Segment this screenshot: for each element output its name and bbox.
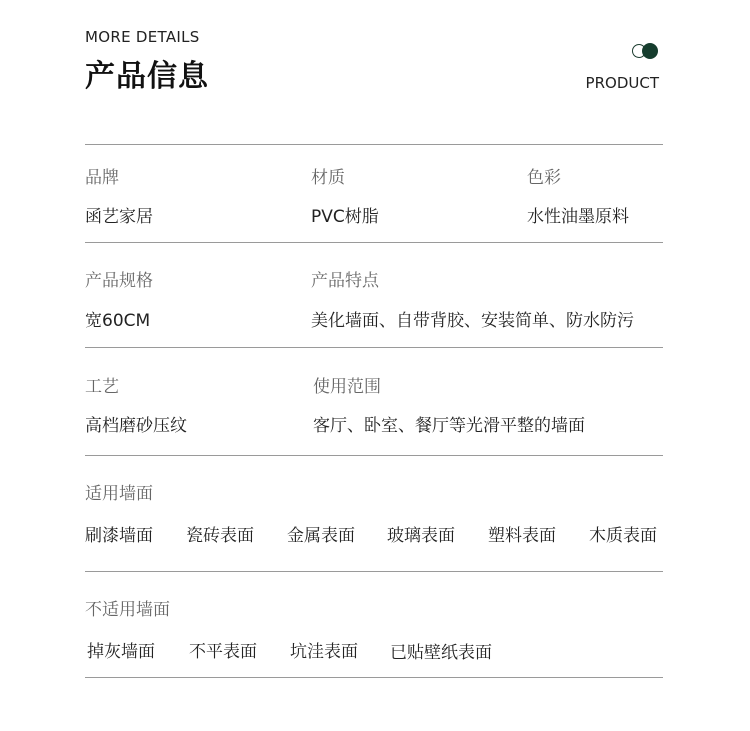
unsuitable-item: 坑洼表面 — [290, 642, 358, 662]
header-subtitle: MORE DETAILS — [85, 28, 200, 46]
brand-label: 品牌 — [85, 168, 119, 188]
suitable-item: 木质表面 — [589, 526, 657, 546]
suitable-item: 瓷砖表面 — [186, 526, 254, 546]
unsuitable-label: 不适用墙面 — [85, 600, 170, 620]
suitable-item: 刷漆墙面 — [85, 526, 153, 546]
usage-value: 客厅、卧室、餐厅等光滑平整的墙面 — [313, 416, 585, 436]
spec-value: 宽60CM — [85, 311, 151, 331]
suitable-item: 塑料表面 — [488, 526, 556, 546]
product-tag: PRODUCT — [585, 74, 659, 92]
color-label: 色彩 — [527, 168, 561, 188]
craft-label: 工艺 — [85, 377, 119, 397]
divider — [85, 571, 663, 572]
page-title: 产品信息 — [85, 59, 209, 94]
spec-label: 产品规格 — [85, 271, 153, 291]
unsuitable-item: 掉灰墙面 — [87, 642, 155, 662]
suitable-label: 适用墙面 — [85, 484, 153, 504]
features-label: 产品特点 — [311, 271, 379, 291]
divider — [85, 242, 663, 243]
usage-label: 使用范围 — [313, 377, 381, 397]
color-value: 水性油墨原料 — [527, 207, 629, 227]
brand-value: 函艺家居 — [85, 207, 153, 227]
divider — [85, 144, 663, 145]
suitable-item: 玻璃表面 — [387, 526, 455, 546]
unsuitable-item: 不平表面 — [189, 642, 257, 662]
divider — [85, 455, 663, 456]
suitable-item: 金属表面 — [287, 526, 355, 546]
unsuitable-item: 已贴壁纸表面 — [390, 643, 492, 663]
divider — [85, 347, 663, 348]
divider — [85, 677, 663, 678]
features-value: 美化墙面、自带背胶、安装简单、防水防污 — [311, 311, 634, 331]
material-value: PVC树脂 — [311, 207, 379, 227]
craft-value: 高档磨砂压纹 — [85, 416, 187, 436]
circles-icon — [632, 43, 660, 59]
material-label: 材质 — [311, 168, 345, 188]
